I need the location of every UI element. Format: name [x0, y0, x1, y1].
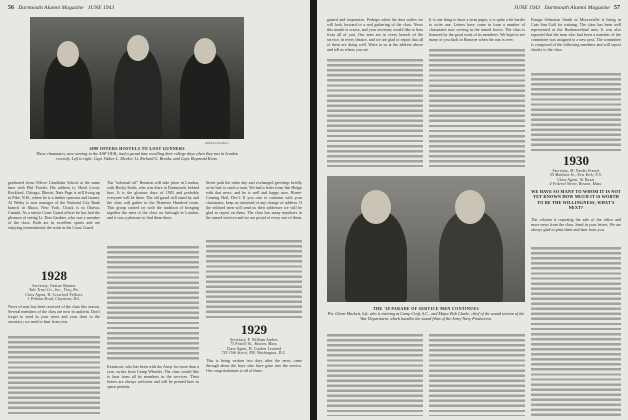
- class-1930-text: The column is reporting the sale of the office and more news from the class. Send in your letters. We are always glad to print them and hear from you.: [531, 217, 621, 233]
- right-column-1-lower: [327, 334, 423, 416]
- issue-date: JUNE 1943: [513, 5, 541, 11]
- class-1928-text: News of note has been received of the class this season. Several members of the class are now in uniform. Don't forget to send in your news and your dues to the secretary; we need to hear from you.: [8, 304, 100, 325]
- servicemen-photo-2: [327, 176, 525, 302]
- right-column-1: [327, 17, 423, 167]
- left-column-1: [8, 180, 100, 416]
- col-text: Street path the other day and exchanged greetings briefly as he had to catch a train. We had a letter from Jim Hedge with that news, and he is well and happy now. Home-Coming Heil, Dev't. If you care to continue with your classmates, keep us informed of any change of address. If the enlisted men will send us their addresses we will be glad to report on them. The class has many members in the armed services and we are proud of every one of them.: [206, 180, 302, 221]
- magazine-title: Dartmouth Alumni Magazine: [544, 5, 610, 11]
- caption-title: 1899 OFFERS HOSTELS TO LOST GUNNERS: [89, 146, 185, 151]
- col-text: gained and responsive. Perhaps when the dust settles we will look forward to a real gathering of the class. News this month is scarce, and your secretary would like to hear from all of you. Our men are in every branch of the service, in every theatre, and we are glad to report that all of them are doing well. Write to us at the address above and tell us where you are.: [327, 17, 423, 53]
- photo-credit: Official USA Photo: [205, 141, 229, 145]
- class-year-1928: 1928: [41, 268, 67, 283]
- right-page-header: [514, 5, 620, 11]
- col-text: Ensign Sebastian Smith in Mooresville is being in Cute Sun Gulf for training. The class has been well represented at the Rushmoreland area. It was also reported that the man who had been a member of the committee was assigned to a new post. The committee is composed of the following members and will report shortly to the class.: [531, 17, 621, 53]
- class-year-1929: 1929: [241, 322, 267, 337]
- col-text: graduated from Officer Candidate School at the same time with Phil Fowler. His address is: Hotel Lovat, Rockford, Chicago, Illinois. Nate Page is still living up in Pike, N.H., where he is a timber operator and farmer. Al Wetby is now manager of the National City Bank branch in Ithaca, New York. Chuck is in Ottawa, Canada. As a senior Coast Guard officer he has had the pleasure of seeing Lt. Don Gardner, who was a member of the class. Both are in excellent spirits and are enjoying tremendously the work in the Coast Guard.: [8, 180, 100, 231]
- photo-caption: [327, 306, 525, 332]
- right-page: [317, 0, 628, 420]
- caption-title: THE '28 PARADE OF SERVICE MEN CONTINUES: [373, 306, 479, 311]
- left-column-3: [206, 180, 302, 416]
- servicemen-photo: [30, 17, 244, 139]
- class-1929-secretary: Secretary, F. William Andres 73 Fowell St., Boston, Mass. Class Agent, H. Gordon Leonard 745 15th Street, NW, Washington, D.C.: [221, 338, 287, 356]
- left-page: [0, 0, 310, 420]
- page-number: 56: [8, 5, 14, 11]
- caption-body: These classmates, now serving in the AAF-OIAL, had a grand time recalling their college days when they met in London recently. Left to right, Capt. Walter L. Meeker, Lt. Richard G. Brooks, and Capt. Raymond Kenn.: [35, 151, 239, 162]
- class-1929-text: This is being written two days after the news came through about the boys who have gone into the service. Our congratulations to all of them.: [206, 358, 302, 374]
- caption-body: Pvt. Glenn Mackett, left, who is training at Camp Croft, S.C., and Major Bob Clarke, chief of the sound section of the War Department, which handles the sound films of the Army-Navy Production.: [327, 311, 525, 322]
- right-column-2: [429, 17, 525, 167]
- right-column-2-lower: [429, 334, 525, 416]
- class-1930-secretary: Secretary, M. Nardis French 55 Madison St., New York, N.Y. Class Agent, Al Duzat 4 Federal Street, Boston, Mass.: [549, 169, 603, 187]
- col-text: It is one thing to have a term paper, it is quite a bit harder to write one. Letters have come in from a number of classmates now serving in the armed forces. The class is honored by the good work of its members. We hope to see many of you back in Hanover when the war is over.: [429, 17, 525, 43]
- page-number: 57: [614, 5, 620, 11]
- class-1928-secretary: Secretary, Osmun Skinner Yale Trust Co., Inc., Troy, Pa. Class Agent, H. Crawford Fellows 1 Pelham Road, Claymont, Del.: [25, 284, 83, 302]
- left-column-2: [107, 180, 199, 416]
- right-column-3: [531, 17, 621, 416]
- class-year-1930: 1930: [563, 153, 589, 168]
- photo-caption: [30, 146, 244, 172]
- left-page-header: [8, 5, 114, 11]
- col-text-b: Kennicott, who has been with the Army for more than a year, writes from Camp Wheeler. The class would like to hear from all its members in the services. Their letters are always welcome and will be printed here as space permits.: [107, 364, 199, 390]
- class-1930-headline: WE HAVE SO MANY TO WHOM IT IS NOT YET KNOWN HOW MUCH IT IS WORTH TO BE THE WILLINGNESS, WHAT'S NEXT?: [531, 189, 621, 211]
- magazine-title: Dartmouth Alumni Magazine: [18, 5, 84, 11]
- issue-date: JUNE 1943: [87, 5, 115, 11]
- col-text: The "informal off" Reunion will take place in London, with Rocky Keith, who was there at Dartmouth, behind bars. It is the glorious days of 1903 and probably everyone will be there. The old guard will stand by and the class will gather in the Nineteen Hundred room. This group carried on with the tradition of bringing together the men of the class on furlough in London, and it was a pleasure to find them there.: [107, 180, 199, 221]
